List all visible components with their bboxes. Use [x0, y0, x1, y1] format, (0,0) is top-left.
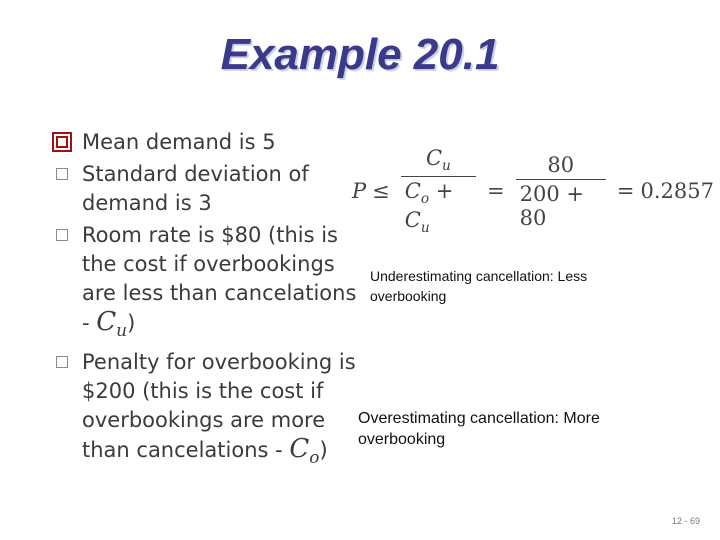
formula-fraction-symbolic — [401, 146, 476, 236]
bullet-room-rate: Room rate is $80 (this is the cost if overbookings are less than cancelations - $C_u$) — [56, 221, 368, 345]
slide-title: Example 20.1 — [220, 30, 500, 79]
formula-equals: = — [487, 179, 505, 203]
bullet-text: Mean demand is 5 — [82, 130, 276, 154]
note-underestimating: Underestimating cancellation: Less overbooking — [370, 268, 588, 304]
checkbox-bullet-icon — [56, 229, 68, 241]
bullet-penalty: Penalty for overbooking is $200 (this is the cost if overbookings are more than cancelations - $C_o$) — [56, 348, 368, 472]
critical-ratio-formula — [352, 146, 714, 236]
formula-lhs: P — [352, 179, 367, 203]
cost-variable: $C_u$ — [96, 307, 128, 341]
bullet-text: Standard deviation of demand is 3 — [82, 162, 309, 215]
fraction-denominator: $C_o + C_u$ — [401, 176, 476, 235]
formula-equals: = — [616, 179, 635, 203]
bullet-list — [56, 128, 368, 475]
fraction-denominator: 200 + 80 — [516, 179, 606, 230]
page-number: 12 - 69 — [671, 516, 700, 526]
checkbox-bullet-icon — [56, 136, 68, 148]
bullet-text: Room rate is $80 (this is the cost if overbookings are less than cancelations - — [82, 223, 357, 335]
checkbox-bullet-icon — [56, 168, 68, 180]
formula-fraction-numeric — [516, 153, 606, 230]
formula-relation: ≤ — [372, 179, 390, 203]
fraction-numerator: $C_u$ — [425, 146, 451, 175]
bullet-mean-demand — [56, 128, 368, 157]
fraction-numerator: 80 — [547, 152, 575, 177]
formula-result: 0.2857 — [640, 179, 714, 203]
bullet-text: Penalty for overbooking is $200 (this is the cost if overbookings are more than cancelations - — [82, 350, 356, 463]
cost-variable: $C_o$ — [289, 434, 320, 468]
checkbox-bullet-icon — [56, 356, 68, 368]
bullet-std-deviation — [56, 160, 368, 218]
note-overestimating: Overestimating cancellation: More overbooking — [358, 410, 600, 448]
